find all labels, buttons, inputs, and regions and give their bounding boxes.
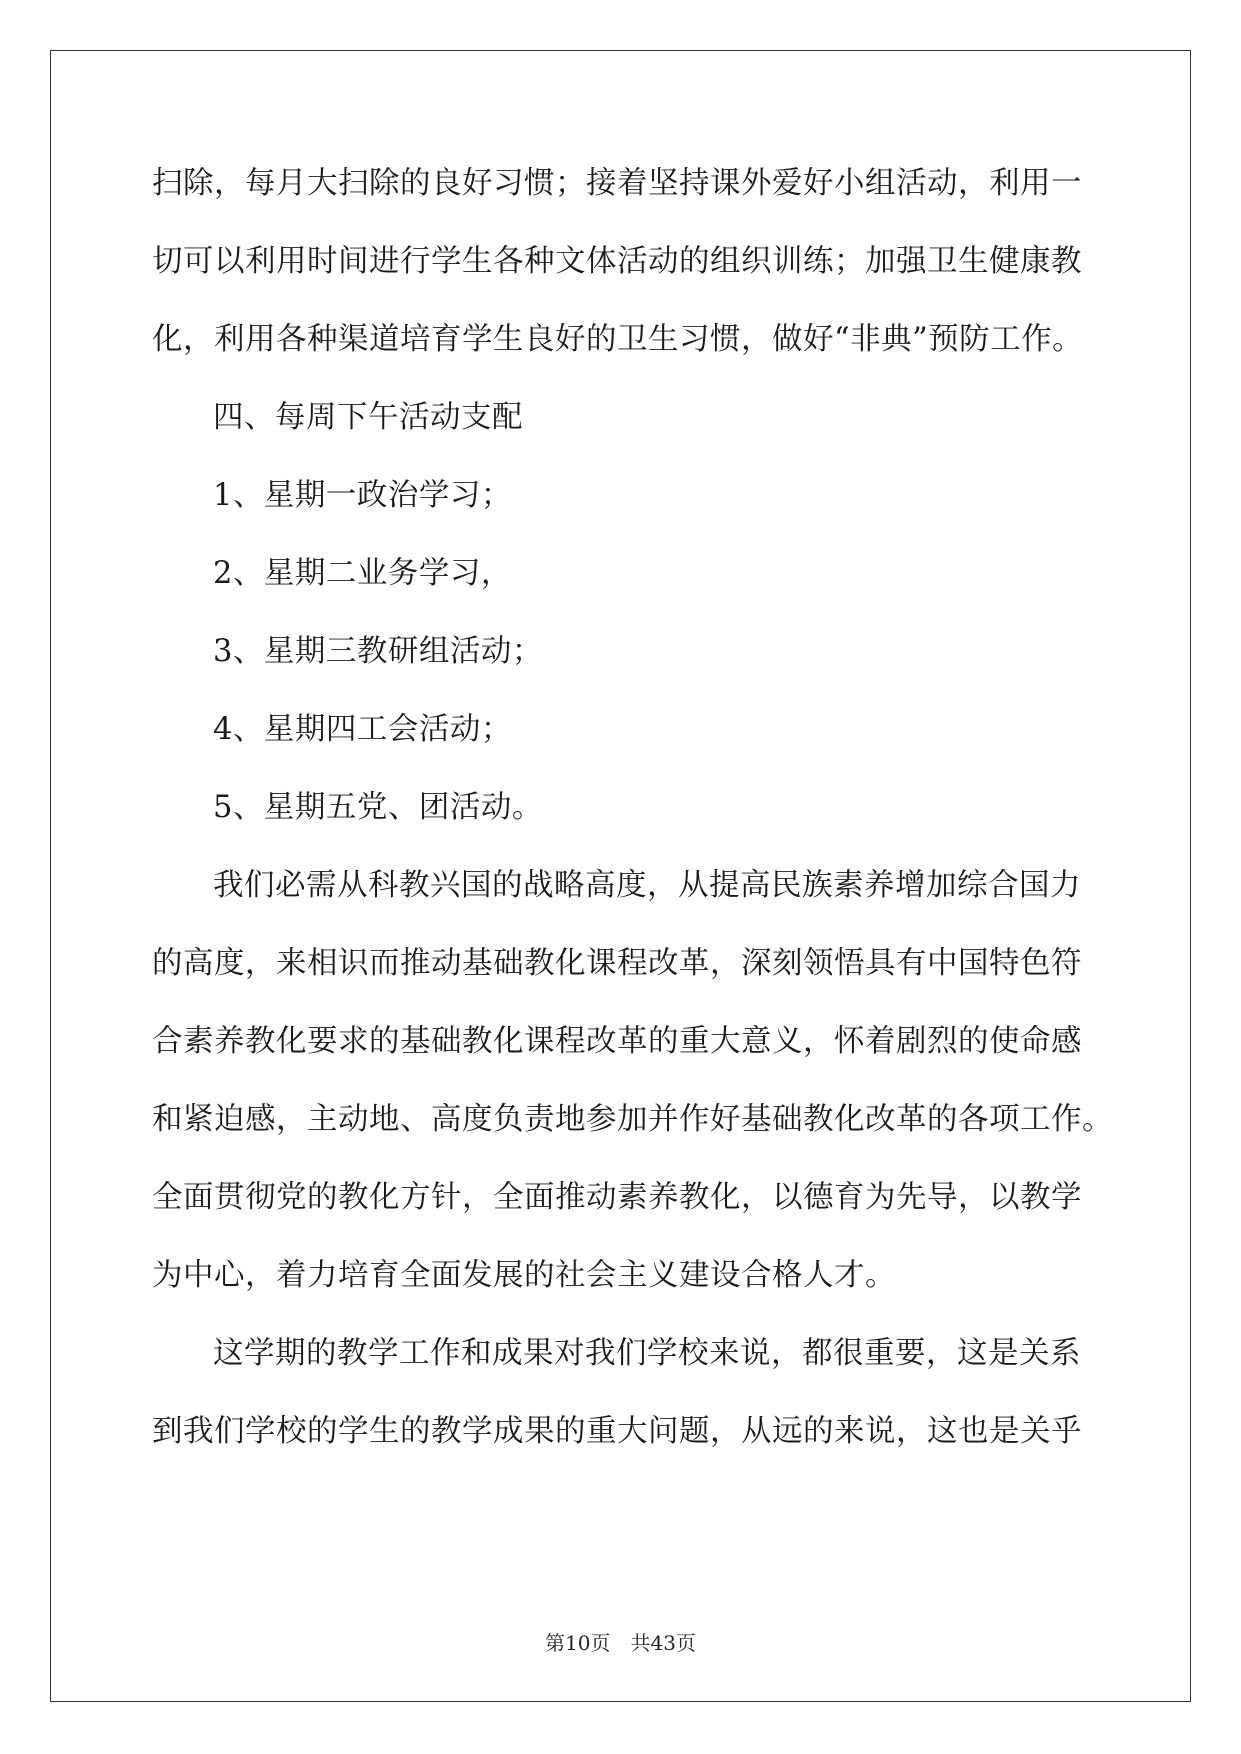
paragraph-line: 切可以利用时间进行学生各种文体活动的组织训练；加强卫生健康教 [152, 244, 1082, 279]
section-heading: 四、每周下午活动支配 [213, 400, 523, 435]
paragraph-line: 合素养教化要求的基础教化课程改革的重大意义，怀着剧烈的使命感 [152, 1024, 1082, 1059]
paragraph-line: 全面贯彻党的教化方针，全面推动素养教化，以德育为先导，以教学 [152, 1180, 1082, 1215]
paragraph-line: 我们必需从科教兴国的战略高度，从提高民族素养增加综合国力 [213, 868, 1081, 903]
paragraph-line: 的高度，来相识而推动基础教化课程改革，深刻领悟具有中国特色符 [152, 946, 1082, 981]
paragraph-line: 化，利用各种渠道培育学生良好的卫生习惯，做好“非典”预防工作。 [152, 322, 1084, 357]
page-number-footer: 第10页 共43页 [545, 1631, 696, 1655]
paragraph-line: 为中心，着力培育全面发展的社会主义建设合格人才。 [152, 1258, 896, 1293]
paragraph-line: 扫除，每月大扫除的良好习惯；接着坚持课外爱好小组活动，利用一 [152, 166, 1082, 201]
list-item: 3、星期三教研组活动； [213, 634, 543, 669]
paragraph-line: 这学期的教学工作和成果对我们学校来说，都很重要，这是关系 [213, 1336, 1081, 1371]
paragraph-line: 到我们学校的学生的教学成果的重大问题，从远的来说，这也是关乎 [152, 1414, 1082, 1449]
list-item: 4、星期四工会活动； [213, 712, 512, 747]
list-item: 2、星期二业务学习， [213, 556, 512, 591]
list-item: 1、星期一政治学习； [213, 478, 512, 513]
list-item: 5、星期五党、团活动。 [213, 790, 543, 825]
document-body [152, 162, 1113, 1453]
paragraph-line: 和紧迫感，主动地、高度负责地参加并作好基础教化改革的各项工作。 [152, 1102, 1113, 1137]
